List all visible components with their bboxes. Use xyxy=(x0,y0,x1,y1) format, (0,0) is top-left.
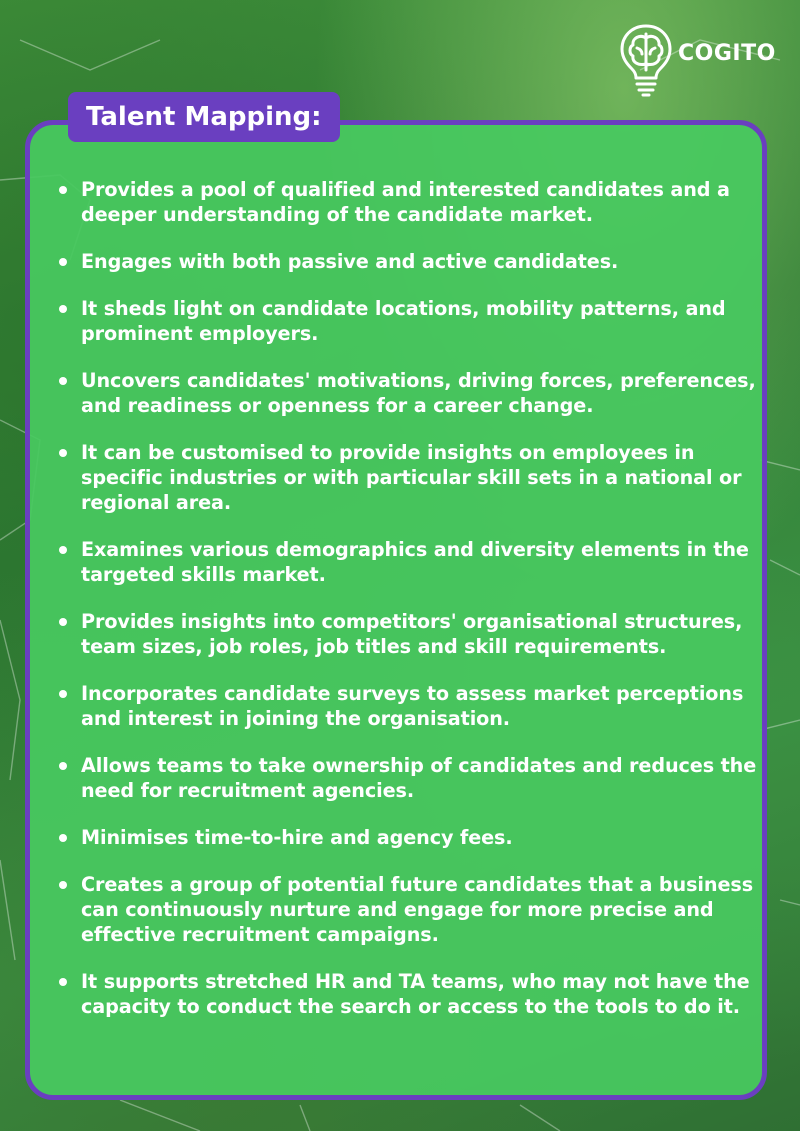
list-item-text: Uncovers candidates' motivations, driving forces, preferences, and readiness or openness for a career change. xyxy=(81,369,756,417)
list-item xyxy=(58,368,758,418)
bullet-dot-icon xyxy=(59,978,67,986)
brand-name: COGITO xyxy=(678,40,776,66)
bullet-dot-icon xyxy=(59,186,67,194)
list-item-text: It can be customised to provide insights on employees in specific industries or with particular skill sets in a national or regional area. xyxy=(81,441,742,514)
list-item-text: Allows teams to take ownership of candidates and reduces the need for recruitment agencies. xyxy=(81,754,757,802)
list-item-text: It sheds light on candidate locations, mobility patterns, and prominent employers. xyxy=(81,297,726,345)
list-item-text: Incorporates candidate surveys to assess market perceptions and interest in joining the organisation. xyxy=(81,682,744,730)
bullet-dot-icon xyxy=(59,546,67,554)
bullet-list xyxy=(58,177,758,1041)
list-item-text: Examines various demographics and diversity elements in the targeted skills market. xyxy=(81,538,749,586)
title-tab xyxy=(68,92,340,142)
bullet-dot-icon xyxy=(59,690,67,698)
page-title: Talent Mapping: xyxy=(86,102,322,132)
bullet-dot-icon xyxy=(59,449,67,457)
list-item xyxy=(58,177,758,227)
list-item-text: Creates a group of potential future candidates that a business can continuously nurture and engage for more precise and effective recruitment campaigns. xyxy=(81,873,754,946)
list-item xyxy=(58,609,758,659)
list-item xyxy=(58,969,758,1019)
list-item xyxy=(58,681,758,731)
bullet-dot-icon xyxy=(59,881,67,889)
list-item xyxy=(58,249,758,274)
bullet-dot-icon xyxy=(59,762,67,770)
list-item xyxy=(58,296,758,346)
bullet-dot-icon xyxy=(59,377,67,385)
list-item xyxy=(58,825,758,850)
list-item-text: Engages with both passive and active candidates. xyxy=(81,250,619,273)
list-item xyxy=(58,537,758,587)
bullet-dot-icon xyxy=(59,834,67,842)
list-item-text: Provides a pool of qualified and interested candidates and a deeper understanding of the candidate market. xyxy=(81,178,730,226)
list-item-text: Minimises time-to-hire and agency fees. xyxy=(81,826,513,849)
lightbulb-brain-icon xyxy=(618,22,674,98)
bullet-dot-icon xyxy=(59,258,67,266)
list-item-text: Provides insights into competitors' organisational structures, team sizes, job roles, job titles and skill requirements. xyxy=(81,610,743,658)
list-item-text: It supports stretched HR and TA teams, who may not have the capacity to conduct the search or access to the tools to do it. xyxy=(81,970,750,1018)
list-item xyxy=(58,872,758,947)
cogito-logo xyxy=(618,22,776,98)
bullet-dot-icon xyxy=(59,305,67,313)
list-item xyxy=(58,440,758,515)
list-item xyxy=(58,753,758,803)
bullet-dot-icon xyxy=(59,618,67,626)
